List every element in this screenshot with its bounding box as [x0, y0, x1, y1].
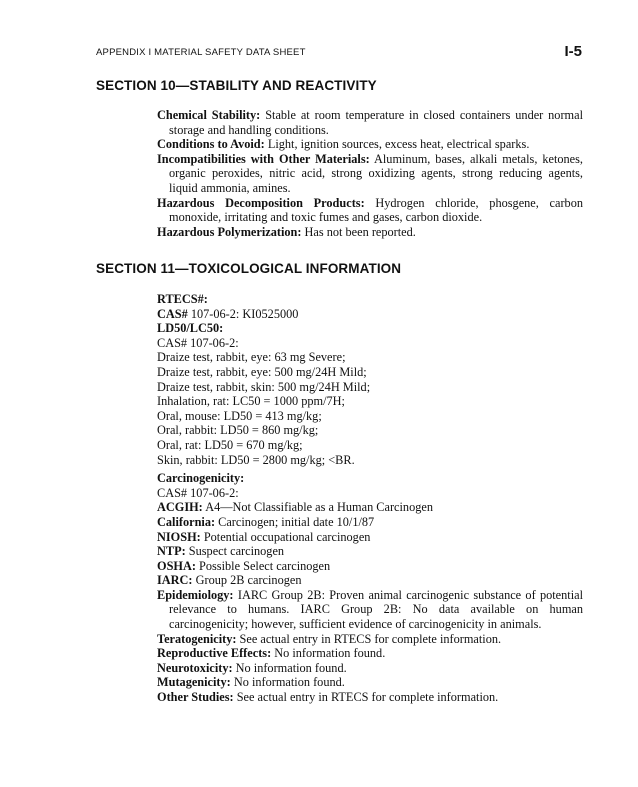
rtecs-label: RTECS#: — [157, 292, 208, 306]
entry-text: Potential occupational carcinogen — [203, 529, 371, 544]
entry-label: Epidemiology: — [157, 587, 234, 602]
entry-label: Other Studies: — [157, 690, 234, 705]
entry-conditions-to-avoid — [157, 137, 583, 152]
entry-reproductive-effects — [157, 646, 583, 661]
carcinogenicity-california — [157, 515, 583, 530]
entry-hazardous-polymerization — [157, 225, 583, 240]
ld50-line: Draize test, rabbit, skin: 500 mg/24H Mild; — [157, 379, 371, 394]
ld50-line: Oral, rabbit: LD50 = 860 mg/kg; — [157, 423, 319, 438]
entry-neurotoxicity — [157, 661, 583, 676]
entry-text: Group 2B carcinogen — [195, 573, 302, 588]
entry-label: Chemical Stability: — [157, 108, 261, 122]
page-number: I-5 — [564, 43, 582, 60]
entry-text: A4—Not Classifiable as a Human Carcinogen — [205, 500, 433, 515]
entry-text: No information found. — [233, 675, 345, 690]
ld50-line: Draize test, rabbit, eye: 500 mg/24H Mild; — [157, 364, 367, 379]
section-10-heading: SECTION 10—STABILITY AND REACTIVITY — [96, 78, 377, 93]
cas-line — [157, 307, 583, 322]
ld50-line: CAS# 107-06-2: — [157, 335, 239, 350]
carcinogenicity-acgih — [157, 500, 583, 515]
entry-text: Light, ignition sources, excess heat, electrical sparks. — [267, 137, 530, 152]
entry-text: No information found. — [235, 660, 347, 675]
carcinogenicity-iarc — [157, 573, 583, 588]
cas-label: CAS# — [157, 306, 188, 321]
section-11-body — [157, 292, 583, 705]
entry-label: California: — [157, 514, 216, 529]
entry-text: IARC Group 2B: Proven animal carcinogenic substance of potential relevance to humans. IARC Group 2B: No data available on human carcinogenicity; however, sufficient evidence of carcinogenicity in animals. — [169, 587, 583, 632]
ld50-line: Oral, rat: LD50 = 670 mg/kg; — [157, 437, 303, 452]
entry-label: IARC: — [157, 573, 193, 588]
entry-other-studies — [157, 690, 583, 705]
carcinogenicity-label: Carcinogenicity: — [157, 471, 245, 486]
ld50-line: Draize test, rabbit, eye: 63 mg Severe; — [157, 350, 346, 365]
ld50-line: Inhalation, rat: LC50 = 1000 ppm/7H; — [157, 394, 345, 409]
entry-text: Aluminum, bases, alkali metals, ketones, organic peroxides, nitric acid, strong oxidizing agents, strong reducing agents, liquid ammonia, amines. — [169, 151, 583, 195]
entry-text: Possible Select carcinogen — [199, 558, 331, 573]
carcinogenicity-niosh — [157, 530, 583, 545]
ld50-line: Oral, mouse: LD50 = 413 mg/kg; — [157, 408, 322, 423]
ld50-label: LD50/LC50: — [157, 321, 224, 336]
entry-label: OSHA: — [157, 558, 196, 573]
entry-label: ACGIH: — [157, 500, 203, 515]
entry-text: Hydrogen chloride, phosgene, carbon monoxide, irritating and toxic fumes and gases, carbon dioxide. — [169, 195, 583, 225]
entry-incompatibilities — [157, 152, 583, 196]
cas-value: 107-06-2: KI0525000 — [190, 306, 299, 321]
entry-label: Mutagenicity: — [157, 675, 231, 690]
entry-label: Hazardous Polymerization: — [157, 224, 302, 239]
entry-label: NTP: — [157, 544, 186, 559]
entry-mutagenicity — [157, 675, 583, 690]
entry-label: Hazardous Decomposition Products: — [157, 195, 365, 210]
entry-text: See actual entry in RTECS for complete information. — [236, 690, 499, 705]
entry-label: Teratogenicity: — [157, 631, 237, 646]
running-header — [96, 43, 582, 63]
entry-text: Carcinogen; initial date 10/1/87 — [218, 514, 375, 529]
carcinogenicity-cas: CAS# 107-06-2: — [157, 485, 239, 500]
entry-teratogenicity — [157, 632, 583, 647]
carcinogenicity-ntp — [157, 544, 583, 559]
entry-label: Reproductive Effects: — [157, 646, 272, 661]
entry-label: Conditions to Avoid: — [157, 137, 265, 152]
running-title: APPENDIX I MATERIAL SAFETY DATA SHEET — [96, 47, 306, 58]
entry-text: Suspect carcinogen — [188, 544, 285, 559]
entry-text: See actual entry in RTECS for complete information. — [239, 631, 502, 646]
entry-epidemiology — [157, 588, 583, 632]
entry-label: NIOSH: — [157, 529, 201, 544]
entry-chemical-stability — [157, 108, 583, 137]
entry-label: Incompatibilities with Other Materials: — [157, 151, 370, 166]
section-10-body — [157, 108, 583, 239]
section-11-heading: SECTION 11—TOXICOLOGICAL INFORMATION — [96, 261, 402, 276]
entry-text: Stable at room temperature in closed containers under normal storage and handling conditions. — [169, 108, 583, 137]
entry-text: Has not been reported. — [304, 224, 416, 239]
entry-text: No information found. — [274, 646, 386, 661]
entry-hazardous-decomposition — [157, 196, 583, 225]
ld50-line: Skin, rabbit: LD50 = 2800 mg/kg; <BR. — [157, 452, 355, 467]
entry-label: Neurotoxicity: — [157, 660, 233, 675]
carcinogenicity-osha — [157, 559, 583, 574]
